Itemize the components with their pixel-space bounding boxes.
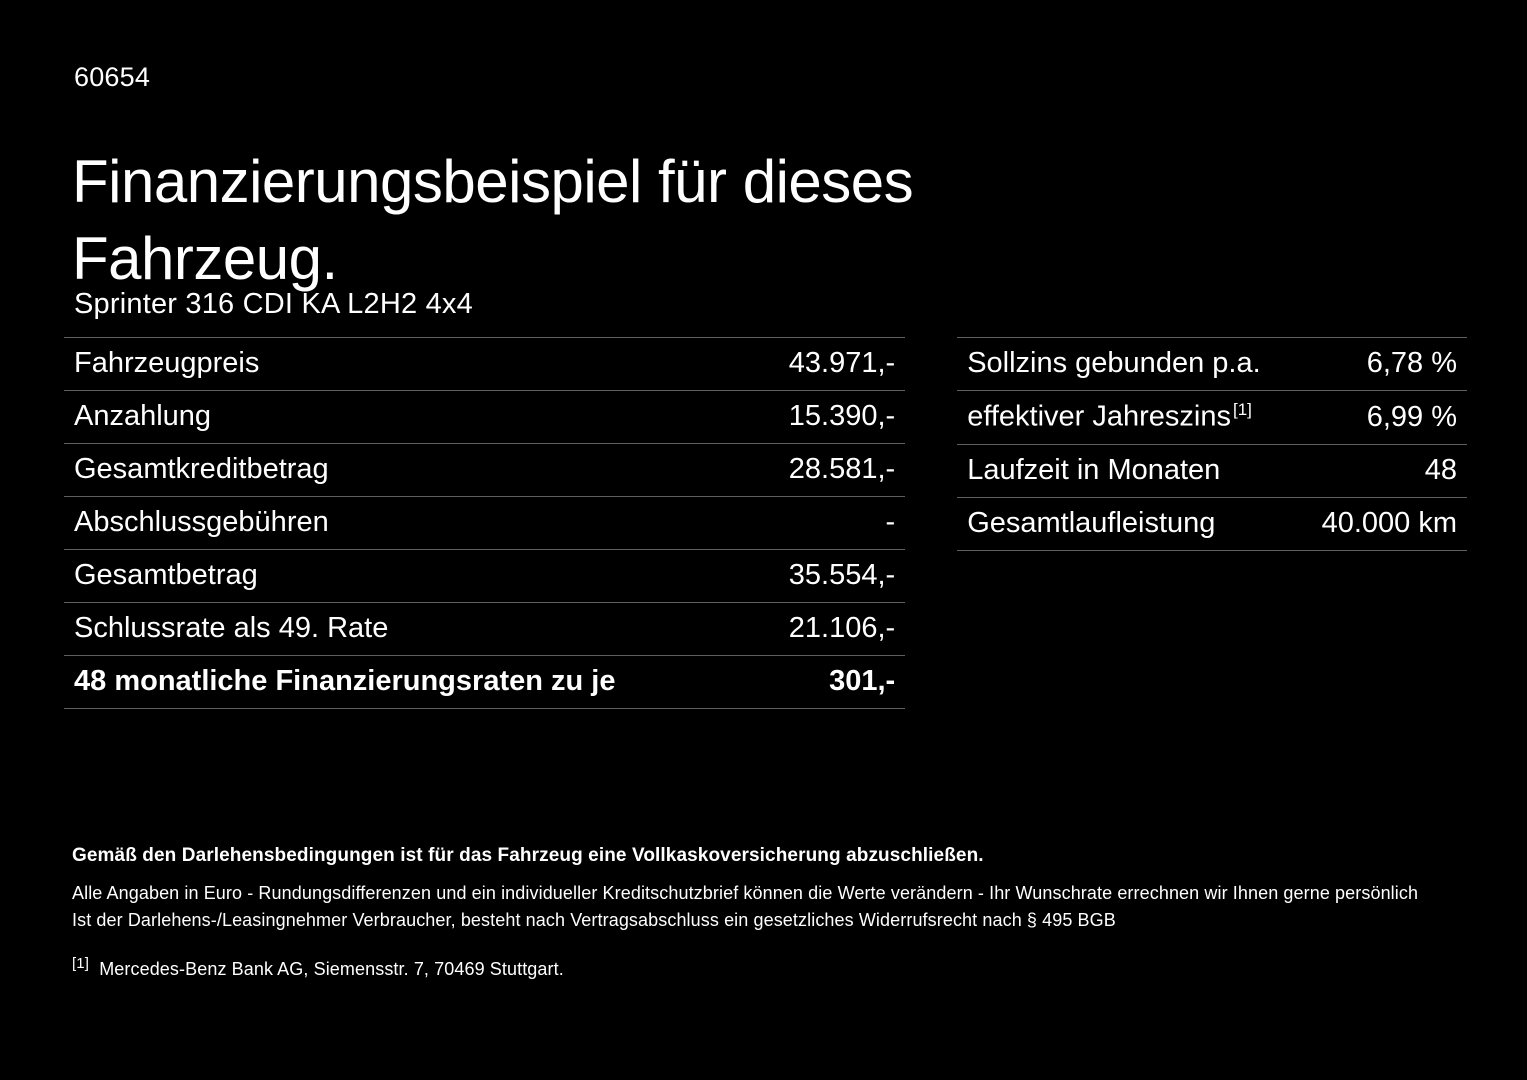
row-value: 48	[1298, 444, 1467, 497]
finance-tables	[64, 337, 1467, 709]
page-title: Finanzierungsbeispiel für dieses Fahrzeug.	[72, 148, 914, 292]
row-value: 35.554,-	[751, 550, 906, 603]
row-label: Fahrzeugpreis	[64, 338, 751, 391]
row-label: Gesamtlaufleistung	[957, 497, 1298, 550]
footnote-source-marker: [1]	[72, 955, 89, 972]
footnote-line-2: Ist der Darlehens-/Leasingnehmer Verbraucher, besteht nach Vertragsabschluss ein gesetzliches Widerrufsrecht nach § 495 BGB	[72, 910, 1116, 930]
cost-breakdown-table	[64, 337, 905, 709]
table-row	[957, 497, 1467, 550]
table-row	[957, 391, 1467, 445]
footnote-source	[72, 955, 1455, 980]
row-label-text: effektiver Jahreszins	[967, 400, 1231, 433]
row-value: 15.390,-	[751, 391, 906, 444]
footnote-line-1: Alle Angaben in Euro - Rundungsdifferenzen und ein individueller Kreditschutzbrief können die Werte verändern - Ihr Wunschrate errechnen wir Ihnen gerne persönlich	[72, 883, 1419, 903]
table-row	[64, 497, 905, 550]
table-row	[64, 391, 905, 444]
table-row-monthly-rate	[64, 656, 905, 709]
row-label: Gesamtbetrag	[64, 550, 751, 603]
footnote-insurance-note: Gemäß den Darlehensbedingungen ist für das Fahrzeug eine Vollkaskoversicherung abzuschließen.	[72, 845, 984, 866]
row-value: 301,-	[751, 656, 906, 709]
row-value: 6,78 %	[1298, 338, 1467, 391]
row-value: 28.581,-	[751, 444, 906, 497]
table-row	[64, 444, 905, 497]
table-row	[957, 444, 1467, 497]
cost-breakdown-table-wrapper	[64, 337, 905, 709]
vehicle-model-label: Sprinter 316 CDI KA L2H2 4x4	[74, 288, 473, 320]
terms-table	[957, 337, 1467, 551]
row-label: Sollzins gebunden p.a.	[957, 338, 1298, 391]
row-label: Gesamtkreditbetrag	[64, 444, 751, 497]
table-row	[957, 338, 1467, 391]
row-label: Abschlussgebühren	[64, 497, 751, 550]
row-label: Anzahlung	[64, 391, 751, 444]
row-value: 21.106,-	[751, 603, 906, 656]
footnote-marker: [1]	[1233, 400, 1252, 419]
table-row	[64, 603, 905, 656]
row-label: 48 monatliche Finanzierungsraten zu je	[64, 656, 751, 709]
row-value: -	[751, 497, 906, 550]
footnotes-block	[72, 845, 1455, 980]
row-value: 43.971,-	[751, 338, 906, 391]
row-label: Laufzeit in Monaten	[957, 444, 1298, 497]
table-row	[64, 338, 905, 391]
row-value: 6,99 %	[1298, 391, 1467, 445]
reference-number: 60654	[74, 62, 151, 92]
footnote-source-text: Mercedes-Benz Bank AG, Siemensstr. 7, 70469 Stuttgart.	[99, 959, 564, 979]
table-row	[64, 550, 905, 603]
row-value: 40.000 km	[1298, 497, 1467, 550]
terms-table-wrapper	[957, 337, 1467, 709]
row-label	[957, 391, 1298, 445]
row-label: Schlussrate als 49. Rate	[64, 603, 751, 656]
